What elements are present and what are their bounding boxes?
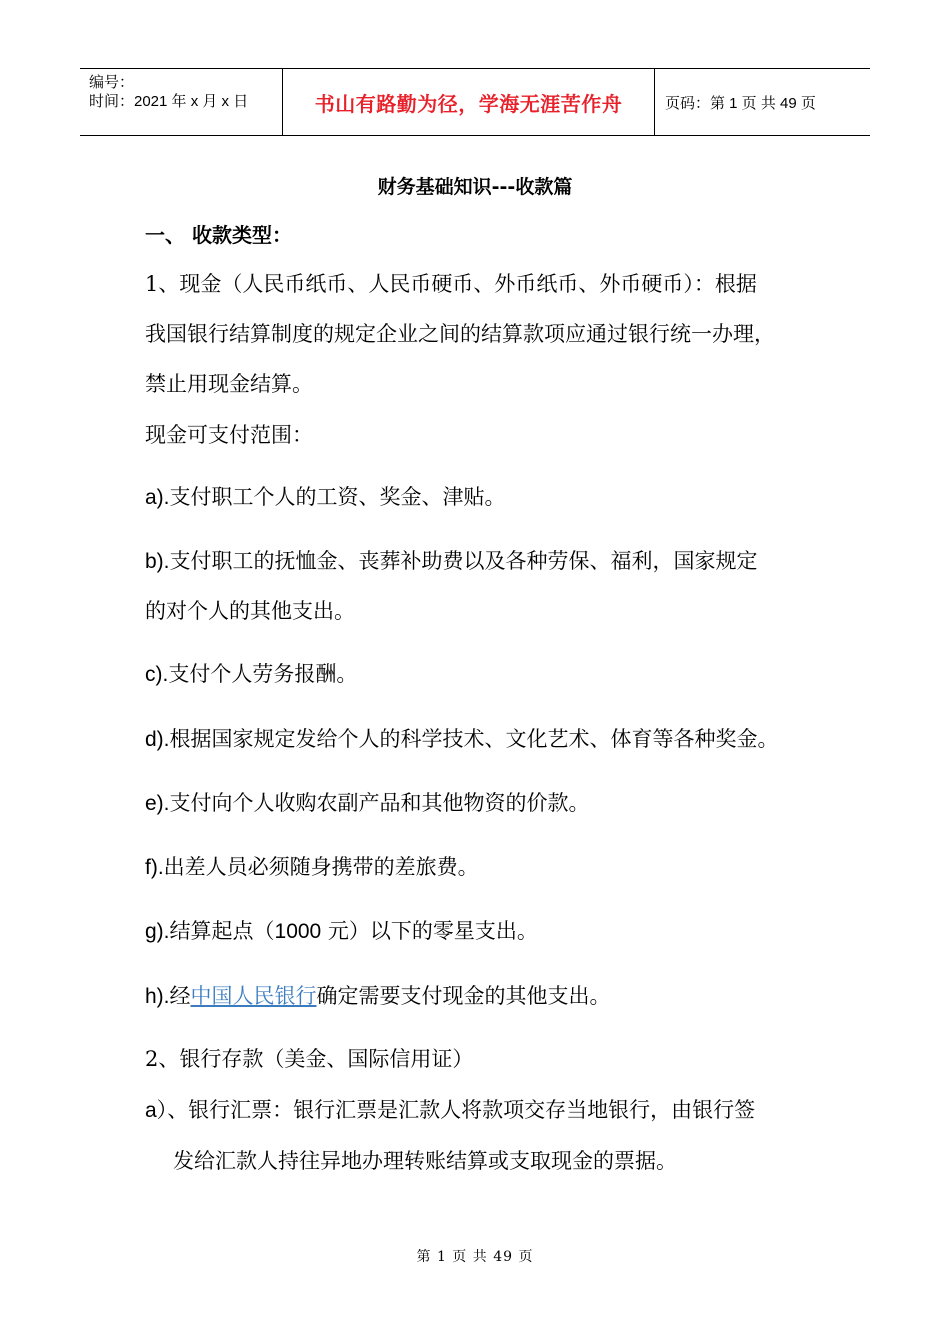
list-item <box>145 789 590 818</box>
list-marker: a） <box>145 1099 168 1122</box>
list-item <box>145 483 506 512</box>
list-marker: d). <box>145 728 170 751</box>
paragraph-line: 2、银行存款（美金、国际信用证） <box>145 1047 474 1071</box>
list-text: 、银行汇票：银行汇票是汇款人将款项交存当地银行，由银行签 <box>167 1098 756 1122</box>
list-item <box>145 547 758 576</box>
list-item-continuation: 发给汇款人持往异地办理转账结算或支取现金的票据。 <box>173 1149 677 1173</box>
list-marker: e). <box>145 792 170 815</box>
list-text: 确定需要支付现金的其他支出。 <box>316 984 611 1008</box>
list-marker: b). <box>145 550 170 573</box>
pboc-link[interactable]: 中国人民银行 <box>190 984 317 1008</box>
code-label: 编号： <box>89 74 135 91</box>
list-item <box>145 1096 755 1125</box>
list-text: 经 <box>169 984 191 1008</box>
header-meta-cell <box>80 69 282 135</box>
list-item <box>145 853 479 882</box>
scope-label: 现金可支付范围： <box>145 423 313 447</box>
header-table <box>80 68 870 136</box>
list-text: 出差人员必须随身携带的差旅费。 <box>163 855 479 879</box>
list-text: 支付个人劳务报酬。 <box>168 662 358 686</box>
document-title: 财务基础知识---收款篇 <box>377 176 573 198</box>
paragraph-line: 1、现金（人民币纸币、人民币硬币、外币纸币、外币硬币）：根据 <box>145 272 757 296</box>
list-item <box>145 725 779 754</box>
paragraph-line: 禁止用现金结算。 <box>145 372 313 396</box>
list-item-continuation: 的对个人的其他支出。 <box>145 599 355 623</box>
list-item <box>145 660 357 689</box>
list-item <box>145 917 538 946</box>
list-marker: h). <box>145 985 170 1008</box>
list-text: 根据国家规定发给个人的科学技术、文化艺术、体育等各种奖金。 <box>169 727 779 751</box>
list-item <box>145 982 611 1011</box>
time-label: 时间：2021 年 x 月 x 日 <box>89 93 249 110</box>
list-text: 结算起点（ <box>169 919 275 943</box>
list-text: 支付职工的抚恤金、丧葬补助费以及各种劳保、福利，国家规定 <box>169 549 758 573</box>
list-text: 元）以下的零星支出。 <box>321 919 538 943</box>
amount-value: 1000 <box>274 920 322 943</box>
paragraph-line: 我国银行结算制度的规定企业之间的结算款项应通过银行统一办理， <box>145 322 775 346</box>
header-page-info: 页码：第 1 页 共 49 页 <box>665 94 816 112</box>
list-marker: f). <box>145 856 164 879</box>
list-marker: a). <box>145 486 170 509</box>
list-marker: g). <box>145 920 170 943</box>
section-heading: 一、 收款类型： <box>145 223 292 247</box>
list-text: 支付职工个人的工资、奖金、津贴。 <box>169 485 506 509</box>
list-marker: c). <box>145 663 169 686</box>
header-motto: 书山有路勤为径，学海无涯苦作舟 <box>282 69 655 135</box>
list-text: 支付向个人收购农副产品和其他物资的价款。 <box>169 791 590 815</box>
page-footer: 第 1 页 共 49 页 <box>416 1249 534 1265</box>
